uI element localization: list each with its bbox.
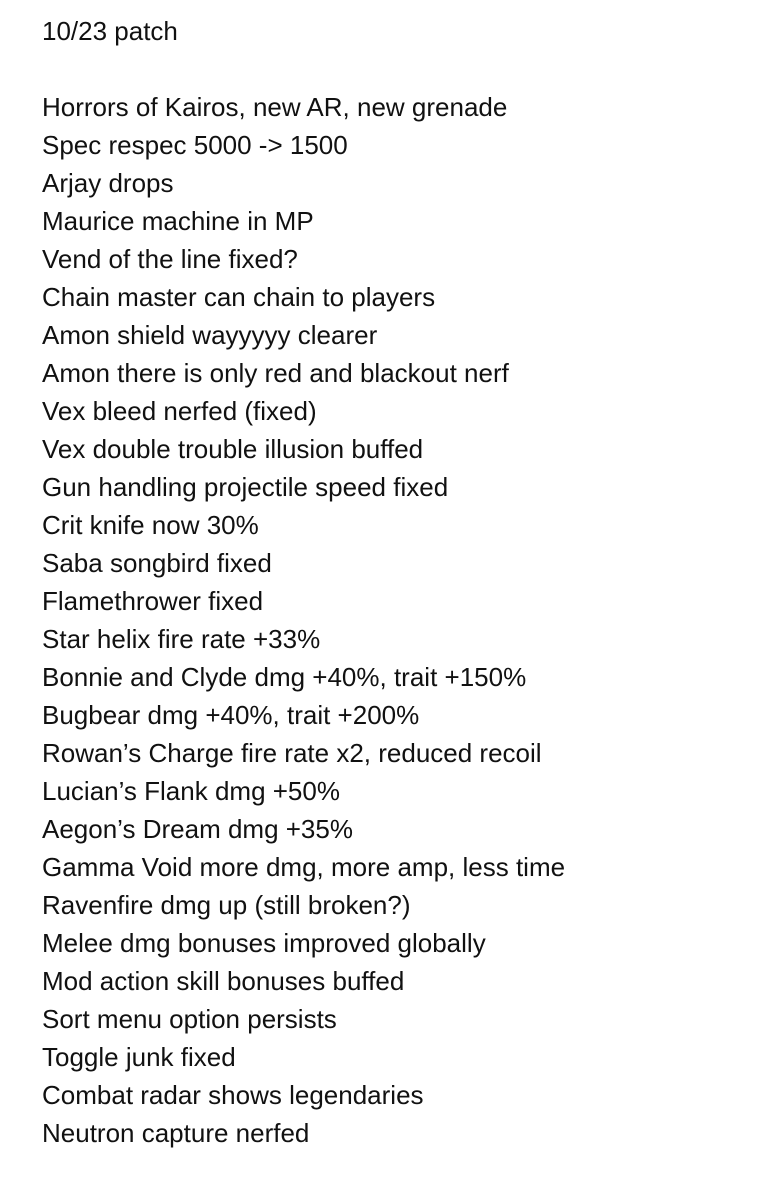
note-line: Chain master can chain to players — [42, 282, 436, 312]
note-line: Arjay drops — [42, 168, 174, 198]
note-line: Flamethrower fixed — [42, 586, 264, 616]
note-line: Maurice machine in MP — [42, 206, 314, 236]
note-line: Melee dmg bonuses improved globally — [42, 928, 486, 958]
note-line: Combat radar shows legendaries — [42, 1080, 424, 1110]
note-line: Crit knife now 30% — [42, 510, 259, 540]
note-line: Rowan’s Charge fire rate x2, reduced recoil — [42, 738, 542, 768]
note-line: Lucian’s Flank dmg +50% — [42, 776, 340, 806]
note-line: Vex bleed nerfed (fixed) — [42, 396, 317, 426]
note-line: Aegon’s Dream dmg +35% — [42, 814, 353, 844]
note-title: 10/23 patch — [42, 16, 178, 46]
note-line: Bugbear dmg +40%, trait +200% — [42, 700, 420, 730]
note-line: Ravenfire dmg up (still broken?) — [42, 890, 411, 920]
note-line: Mod action skill bonuses buffed — [42, 966, 405, 996]
note-document — [42, 12, 762, 1152]
patch-notes-list — [42, 88, 762, 1152]
note-line: Spec respec 5000 -> 1500 — [42, 130, 348, 160]
note-line: Amon there is only red and blackout nerf — [42, 358, 509, 388]
note-line: Star helix fire rate +33% — [42, 624, 321, 654]
note-line: Sort menu option persists — [42, 1004, 337, 1034]
note-line: Bonnie and Clyde dmg +40%, trait +150% — [42, 662, 527, 692]
note-line: Horrors of Kairos, new AR, new grenade — [42, 92, 508, 122]
note-line: Gamma Void more dmg, more amp, less time — [42, 852, 566, 882]
note-line: Toggle junk fixed — [42, 1042, 236, 1072]
note-line: Vex double trouble illusion buffed — [42, 434, 424, 464]
note-line: Gun handling projectile speed fixed — [42, 472, 449, 502]
note-line: Saba songbird fixed — [42, 548, 272, 578]
note-line: Amon shield wayyyyy clearer — [42, 320, 378, 350]
blank-line — [42, 50, 762, 88]
note-line: Vend of the line fixed? — [42, 244, 298, 274]
note-line: Neutron capture nerfed — [42, 1118, 310, 1148]
